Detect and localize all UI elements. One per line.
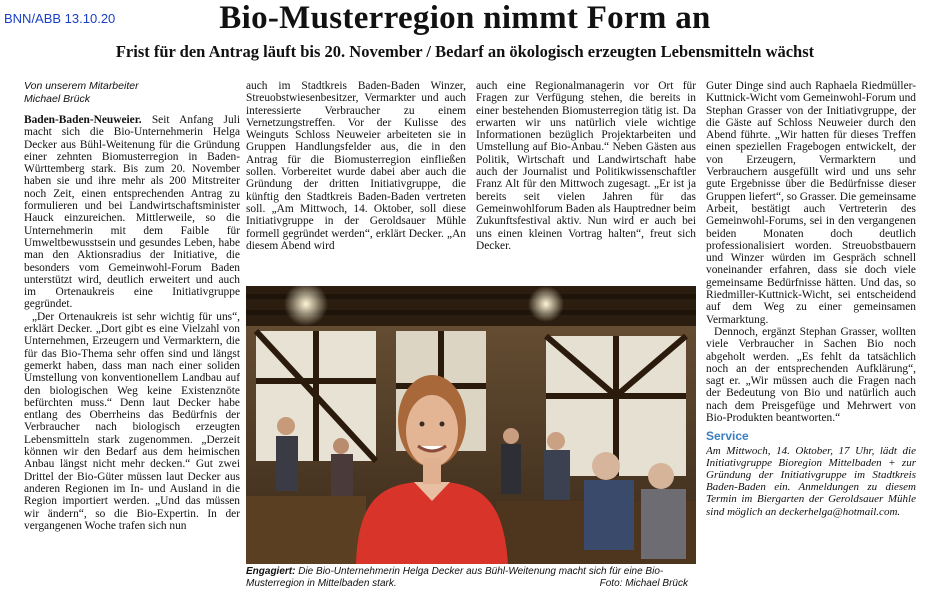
article-column-4 bbox=[706, 80, 916, 596]
byline-line1: Von unserem Mitarbeiter bbox=[24, 80, 139, 92]
byline bbox=[24, 80, 240, 106]
photo-illustration bbox=[246, 286, 696, 564]
paragraph: „Der Ortenaukreis ist sehr wichtig für uns“, erklärt Decker. „Dort gibt es eine Vielzahl von Unternehmen, Erzeugern und Vermarktern, die für das Bio-Thema sehr offen sind und längst gemerkt haben, dass man nach einer soliden Umstellung von konventionellem Landbau auf den biologischen Weg keine Existenznöte befürchten muss.“ Denn laut Decker habe entlang des Oberrheins das Bedürfnis der Verbraucher nach biologisch erzeugten Lebensmitteln stark zugenommen. „Derzeit können wir den Bedarf aus dem heimischen Anbau längst nicht mehr decken.“ Gut zwei Drittel der Bio-Güter müssen laut Decker aus anderen Regionen im In- und Ausland in die Region importiert werden. „Und das müssen wir ändern“, so die Bio-Expertin. In der vergangenen Woche trafen sich nun bbox=[24, 310, 240, 532]
paragraph: Dennoch, ergänzt Stephan Grasser, wollten viele Verbraucher in Sachen Bio noch abgeholt werden. „Es fehlt da tatsächlich noch an der entsprechenden Aufklärung“, sagt er. „Wir müssen auch die Fragen nach der Bedeutung von Bio und natürlich auch nach dem Preisgefüge und Mehrwert von Bio-Produkten beantworten.“ bbox=[706, 325, 916, 425]
paragraph: auch im Stadtkreis Baden-Baden Winzer, Streuobstwiesenbesitzer, Vermarkter und auch interessierte Verbraucher zu einem Vernetzungstreffen. Vor der Kulisse des Weinguts Schloss Neuweier arbeiteten sie in Gruppen Handlungsfelder aus, die in den Antrag für die Biomusterregion einfließen sollen. Vorbereitet wurde dabei aber auch die Gründung der dritten Initiativgruppe, die künftig den Stadtkreis Baden-Baden vertreten soll. „Am Mittwoch, 14. Oktober, soll diese Initiativgruppe in der Geroldsauer Mühle formell gegründet werden“, erklärt Decker. „An diesem Abend wird bbox=[246, 80, 466, 252]
article-column-3 bbox=[476, 80, 696, 280]
service-heading: Service bbox=[706, 429, 749, 444]
source-label: BNN/ABB 13.10.20 bbox=[4, 11, 116, 26]
photo-credit: Foto: Michael Brück bbox=[599, 578, 688, 589]
caption-label: Engagiert: bbox=[246, 566, 296, 577]
paragraph bbox=[24, 114, 240, 311]
caption-text: Die Bio-Unternehmerin Helga Decker aus Bühl-Weitenung macht sich für eine Bio-Musterregion in Mittelbaden stark. bbox=[246, 566, 664, 589]
article-photo bbox=[246, 286, 696, 564]
article-column-2 bbox=[246, 80, 466, 280]
byline-author: Michael Brück bbox=[24, 93, 90, 105]
paragraph: Guter Dinge sind auch Raphaela Riedmüller-Kuttnick-Wicht vom Gemeinwohl-Forum und Stephan Grasser von der Initiativgruppe, der die Gäste auf Schloss Neuweier durch den Abend führte. „Wir hatten für dieses Treffen einen speziellen Fragebogen entwickelt, der von Erzeugern, Vermarktern und Verbrauchern ausgefüllt wird und uns sehr gute Ergebnisse über die Bedürfnisse dieser Gruppen liefert“, so Grasser. Die gemeinsame Arbeit, bestätigt auch Vertreterin des Gemeinwohl-Forums, sei in den vergangenen beiden Monaten doch deutlich professionalisiert worden. Streuobstbauern und Winzer würden im Gespräch schnell voneinander erfahren, dass sie doch viele gemeinsame Bedürfnisse hätten. Und das, so Riedmiller-Kuttnick-Wicht, sei entscheidend auf dem Weg zu einer gemeinsamen Vermarktung. bbox=[706, 80, 916, 326]
service-text: Am Mittwoch, 14. Oktober, 17 Uhr, lädt die Initiativgruppe Bioregion Mittelbaden + zur Gründung der Initiativgruppe im Stadtkreis Baden-Baden ein. Anmeldungen zu diesem Termin im Biergarten der Geroldsauer Mühle sind möglich an deckerhelga@hotmail.com. bbox=[706, 444, 916, 518]
article-column-1 bbox=[24, 80, 240, 596]
paragraph-text: Seit Anfang Juli macht sich die Bio-Unternehmerin Helga Decker aus Bühl-Weitenung für die Gründung einer zehnten Biomusterregion in Baden-Württemberg stark. Bis zum 20. November haben sie und ihre mehr als 200 Mitstreiter noch Zeit, einen entsprechenden Antrag zu formulieren und bei Landwirtschaftsminister Hauck einzureichen. Mittlerweile, so die Unternehmerin mit dem Faible für Umweltbewusstsein und gesundes Leben, habe man den Aktionsradius der Initiative, die besonders vom Gemeinwohl-Forum Baden unterstützt wird, deutlich erweitert und auch im Ortenaukreis eine Initiativgruppe gegründet. bbox=[24, 114, 240, 311]
headline: Bio-Musterregion nimmt Form an bbox=[219, 0, 711, 36]
paragraph: auch eine Regionalmanagerin vor Ort für Fragen zur Verfügung stehen, die bereits in einer bestehenden Biomusterregion tätig ist. Da erwarten wir uns natürlich viele wichtige Informationen bezüglich Projektarbeiten und Umstellung auf Bio-Anbau.“ Neben Gästen aus Politik, Wirtschaft und Landwirtschaft habe auch der Journalist und Politikwissenschaftler Franz Alt für den Mittwoch zugesagt. „Er ist ja bereits seit vielen Jahren für das Gemeinwohlforum Baden als Hauptredner beim Zukunftsfestival aktiv. Nun wird er auch bei uns einen kleinen Vortrag halten“, freut sich Decker. bbox=[476, 80, 696, 252]
dateline: Baden-Baden-Neuweier. bbox=[24, 114, 142, 126]
photo-caption bbox=[246, 566, 696, 590]
subheadline: Frist für den Antrag läuft bis 20. November / Bedarf an ökologisch erzeugten Lebensmitteln wächst bbox=[115, 42, 815, 61]
